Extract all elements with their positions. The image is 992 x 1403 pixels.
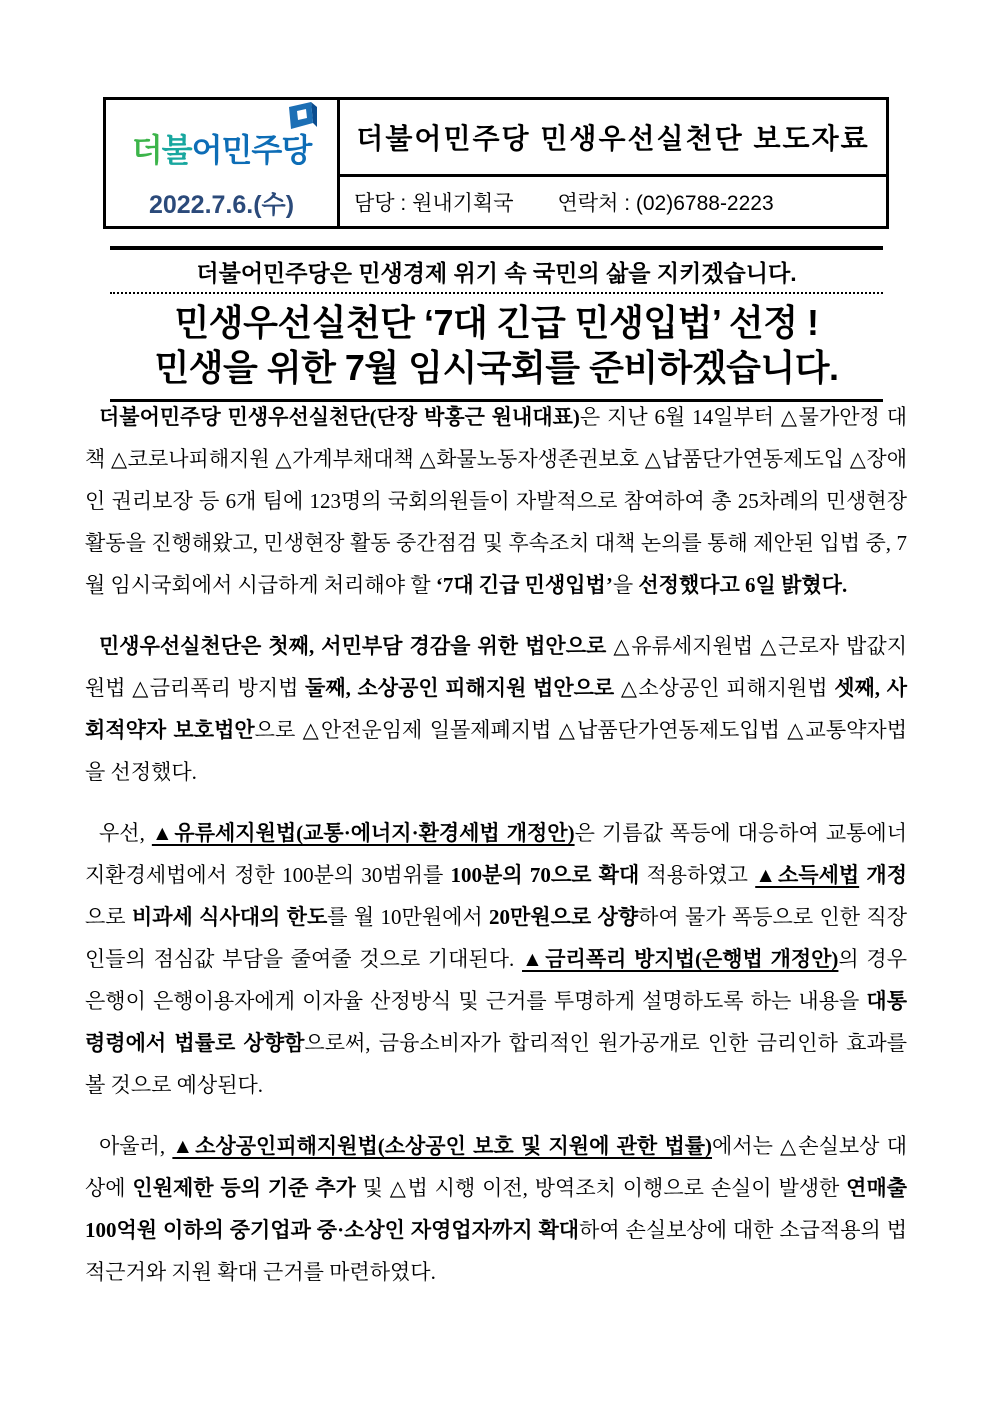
text-run: △유류세지원법 △근로자 밥값지원법 △금리폭리 방지법: [85, 634, 907, 700]
text-run: 으로: [85, 905, 132, 929]
party-logo-text: [132, 125, 312, 171]
text-run: 선정했다고 6일 밝혔다.: [638, 573, 848, 597]
text-run: 더불어민주당 민생우선실천단(단장 박홍근 원내대표): [99, 405, 580, 429]
text-run: 100분의 70으로 확대: [450, 863, 640, 887]
text-run: ▲금리폭리 방지법(은행법 개정안): [522, 947, 839, 971]
text-run: ‘7대 긴급 민생입법’: [435, 573, 613, 597]
logo-letter: 더: [131, 132, 162, 168]
text-run: 둘째, 소상공인 피해지원 법안으로: [305, 676, 615, 700]
text-run: 은 지난 6월 14일부터 △물가안정 대책 △코로나피해지원 △가계부채대책 △화물노동자생존권보호 △납품단가연동제도입 △장애인 권리보장 등 6개 팀에 123명의 국회의원들이 자발적으로 참여하여 총 25차례의 민생현장 활동을 진행해왔고, 민생현장 활동 중간점검 및 후속조치 대책 논의를 통해 제안된 입법 중, 7월 임시국회에서 시급하게 처리해야 할: [85, 405, 907, 597]
header-contact-row: [340, 177, 886, 226]
body-paragraph: [85, 812, 907, 1106]
headline-line2: 민생을 위한 7월 임시국회를 준비하겠습니다.: [154, 346, 839, 388]
title-block: [110, 246, 883, 402]
text-run: 을: [612, 573, 639, 597]
text-run: 비과세 식사대의 한도: [131, 905, 328, 929]
logo-letter: 불: [161, 132, 192, 168]
text-run: 인원제한 등의 기준 추가: [132, 1176, 356, 1200]
text-run: 아울러,: [99, 1134, 173, 1158]
text-run: ▲소득세법: [755, 863, 860, 887]
text-run: 연매출 100억원 이하의 중기업과 중·소상인 자영업자까지 확대: [85, 1176, 908, 1242]
party-flag-icon: [281, 99, 321, 141]
text-run: ▲유류세지원법(교통·에너지·환경세법 개정안): [151, 821, 575, 845]
header-title: 더불어민주당 민생우선실천단 보도자료: [340, 100, 886, 177]
text-run: 하여 물가 폭등으로 인한 직장인들의 점심값 부담을 줄여줄 것으로 기대된다.: [85, 905, 907, 971]
text-run: 를 월 10만원에서: [327, 905, 490, 929]
text-run: 으로 △안전운임제 일몰제폐지법 △납품단가연동제도입법 △교통약자법을 선정했다.: [85, 718, 907, 784]
text-run: 으로써, 금융소비자가 합리적인 원가공개로 인한 금리인하 효과를 볼 것으로 예상된다.: [85, 1031, 907, 1097]
party-logo: [132, 100, 312, 180]
header-box: [103, 97, 889, 229]
text-run: 우선,: [99, 821, 152, 845]
contact-department: 담당 : 원내기획국: [354, 191, 514, 215]
body-paragraph: [85, 396, 907, 606]
text-run: 에서는 △손실보상 대상에: [85, 1134, 907, 1200]
text-run: 20만원으로 상향: [489, 905, 639, 929]
report-date: 2022.7.6.(수): [148, 191, 295, 219]
header-right-cell: [340, 100, 886, 226]
body-text: [85, 396, 907, 1312]
text-run: 셋째, 사회적약자 보호법안: [85, 676, 907, 742]
text-run: 의 경우 은행이 은행이용자에게 이자율 산정방식 및 근거를 투명하게 설명하도록 하는 내용을: [85, 947, 907, 1013]
text-run: 대통령령에서 법률로 상향함: [85, 989, 907, 1055]
text-run: 은 기름값 폭등에 대응하여 교통에너지환경세법에서 정한 100분의 30범위를: [85, 821, 907, 887]
text-run: 적용하였고: [639, 863, 756, 887]
text-run: △소상공인 피해지원법: [614, 676, 835, 700]
text-run: 및 △법 시행 이전, 방역조치 이행으로 손실이 발생한: [355, 1176, 847, 1200]
text-run: 하여 손실보상에 대한 소급적용의 법적근거와 지원 확대 근거를 마련하였다.: [85, 1218, 907, 1284]
text-run: 민생우선실천단은 첫째, 서민부담 경감을 위한 법안으로: [99, 634, 607, 658]
body-paragraph: [85, 1125, 907, 1293]
headline-line1: 민생우선실천단 ‘7대 긴급 민생입법’ 선정 !: [174, 302, 819, 343]
text-run: ▲소상공인피해지원법(소상공인 보호 및 지원에 관한 법률): [172, 1134, 713, 1158]
text-run: 개정: [859, 863, 907, 887]
header-left-cell: [106, 100, 340, 226]
contact-phone: 연락처 : (02)6788-2223: [557, 191, 774, 215]
logo-letter: 어민주당: [191, 132, 312, 168]
body-paragraph: [85, 625, 907, 793]
slogan: 더불어민주당은 민생경제 위기 속 국민의 삶을 지키겠습니다.: [110, 250, 883, 294]
headline: [110, 294, 883, 399]
